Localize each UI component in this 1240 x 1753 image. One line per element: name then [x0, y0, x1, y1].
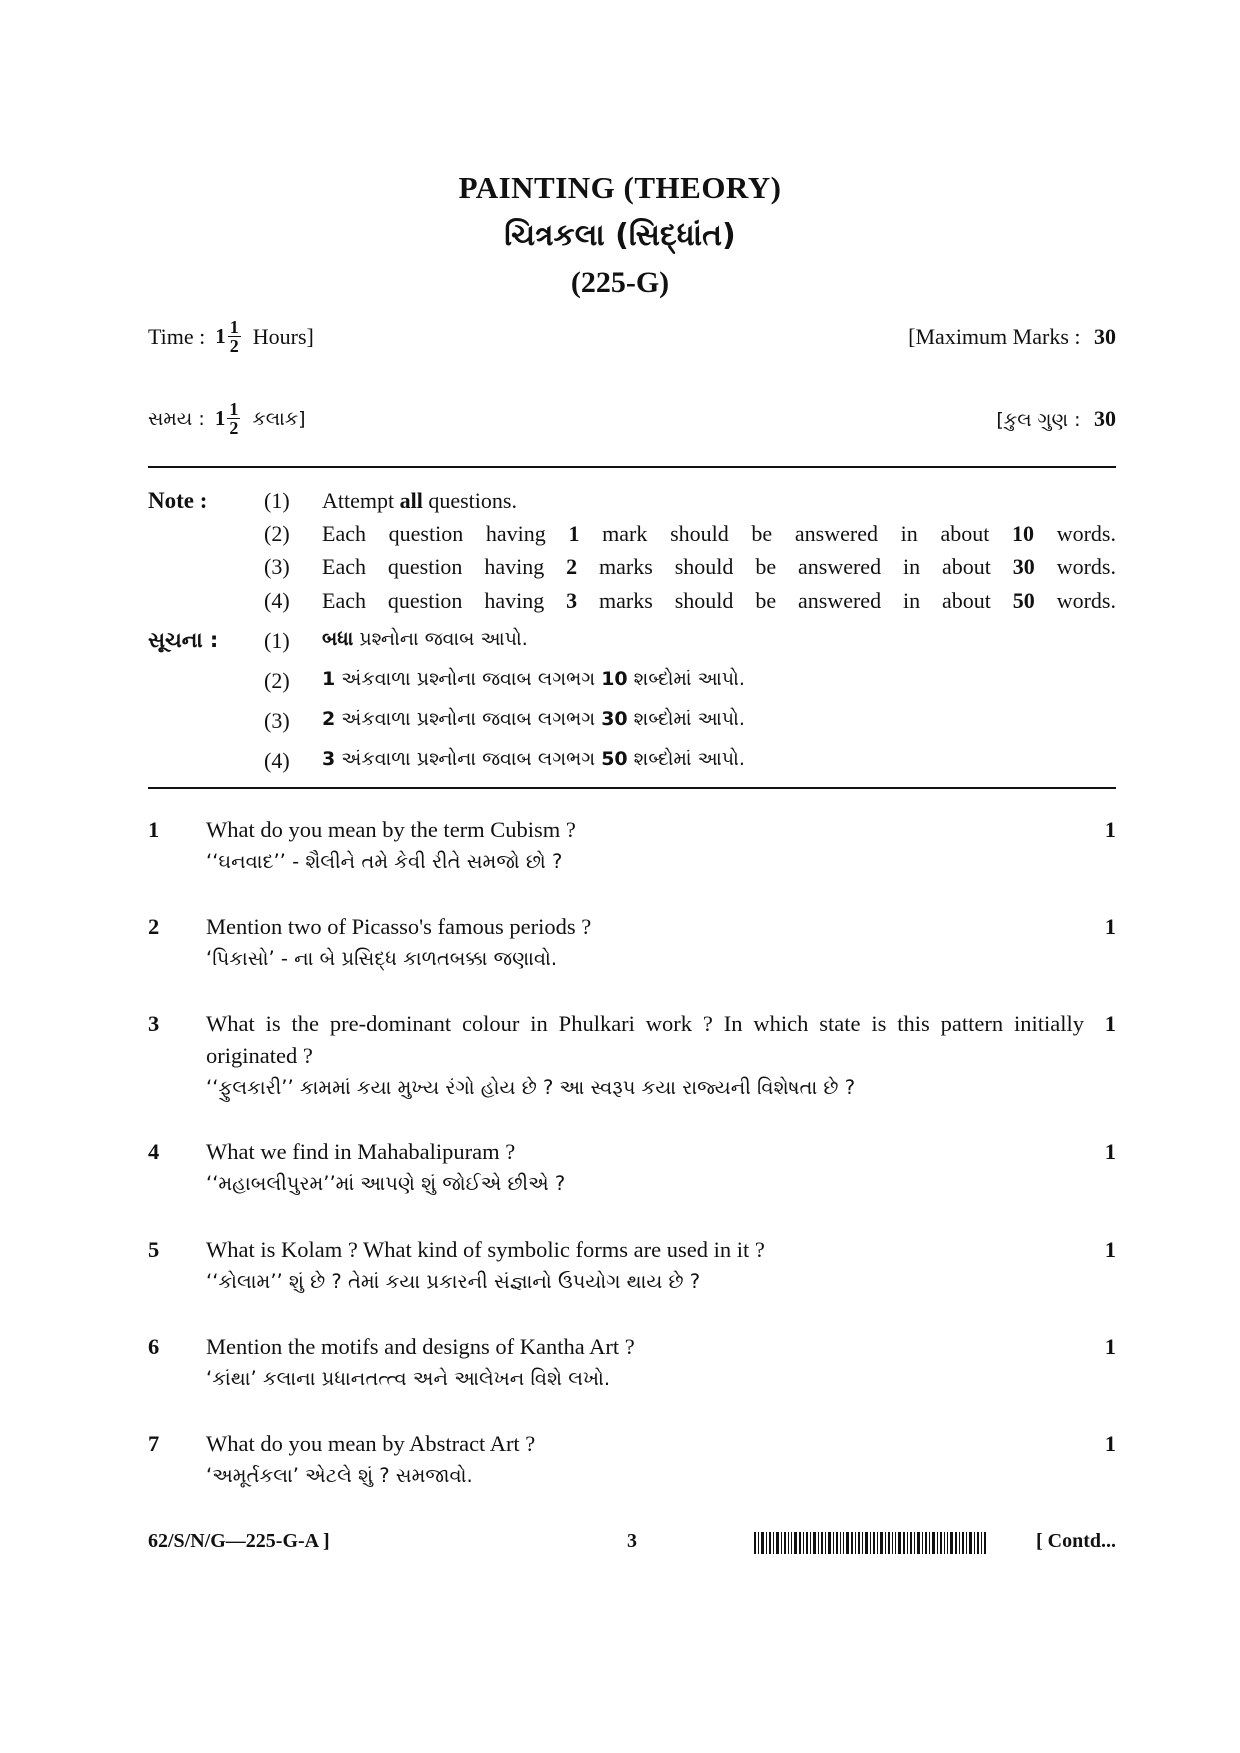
fraction-numerator: 1: [229, 317, 239, 337]
time-label-gujarati: સમય :: [148, 407, 205, 430]
note-number: (4): [264, 748, 290, 773]
time-whole-gujarati: 1: [214, 406, 226, 430]
question-marks: 1: [1104, 1334, 1116, 1359]
note-number: (4): [264, 588, 290, 613]
question-text-english: Mention two of Picasso's famous periods ?: [206, 914, 592, 939]
question-text-english: What we find in Mahabalipuram ?: [206, 1139, 516, 1164]
note-text: 3 અંકવાળા પ્રશ્નોના જવાબ લગભગ 50 શબ્દોમાં આપો.: [322, 748, 745, 770]
time-fraction: [228, 318, 241, 355]
note-number: (3): [264, 554, 290, 579]
paper-title: PAINTING (THEORY): [458, 170, 782, 205]
question-marks: 1: [1104, 817, 1116, 842]
time-unit: Hours]: [252, 323, 314, 349]
note-label-gujarati: સૂચના :: [148, 628, 219, 652]
max-marks-label: [Maximum Marks :: [908, 324, 1081, 349]
question-text-english: What is Kolam ? What kind of symbolic forms are used in it ?: [206, 1237, 765, 1262]
question-text-english: Mention the motifs and designs of Kantha Art ?: [206, 1334, 635, 1359]
divider-notes: [148, 787, 1116, 789]
fraction-denominator: 2: [229, 336, 239, 356]
question-marks: 1: [1104, 1431, 1116, 1456]
question-text-gujarati: ‘કાંથા’ કલાના પ્રધાનતત્ત્વ અને આલેખન વિશે લખો.: [206, 1367, 611, 1390]
page-footer: [148, 1530, 1116, 1560]
question-text-gujarati: ‘અમૂર્તકલા’ એટલે શું ? સમજાવો.: [206, 1464, 473, 1487]
time-info: [148, 318, 314, 355]
question-text-gujarati: ‘‘મહાબલીપુરમ’’માં આપણે શું જોઈએ છીએ ?: [206, 1172, 566, 1195]
question-number: 5: [148, 1237, 160, 1262]
question-marks: 1: [1104, 914, 1116, 939]
note-text: Attempt all questions.: [322, 488, 517, 513]
question-text-english: What do you mean by Abstract Art ?: [206, 1431, 536, 1456]
note-number: (3): [264, 708, 290, 733]
time-marks-row-gujarati: [148, 400, 1116, 440]
paper-set-code: 62/S/N/G—225-G-A ]: [148, 1530, 330, 1552]
max-marks-label-gujarati: [કુલ ગુણ :: [996, 409, 1081, 431]
note-number: (2): [264, 521, 290, 546]
divider-top: [148, 466, 1116, 468]
question-text-english: What is the pre-dominant colour in Phulkari work ? In which state is this pattern initially originated ?: [206, 1011, 1084, 1068]
max-marks-value: 30: [1094, 324, 1116, 349]
max-marks-gujarati: [996, 406, 1116, 432]
question-number: 6: [148, 1334, 160, 1359]
note-number: (1): [264, 488, 290, 513]
continued-marker: [ Contd...: [1035, 1530, 1116, 1552]
note-text: બધા પ્રશ્નોના જવાબ આપો.: [322, 628, 528, 650]
max-marks-value-gujarati: 30: [1094, 406, 1116, 431]
fraction-numerator-gujarati: 1: [229, 399, 239, 419]
note-number: (1): [264, 628, 290, 653]
paper-title-gujarati: ચિત્રકલા (સિદ્ધાંત): [504, 218, 736, 253]
question-marks: 1: [1104, 1139, 1116, 1164]
fraction-denominator-gujarati: 2: [229, 418, 239, 438]
note-label: Note :: [148, 488, 208, 513]
question-text-gujarati: ‘‘ફુલકારી’’ કામમાં કયા મુખ્ય રંગો હોય છે ? આ સ્વરૂપ કયા રાજ્યની વિશેષતા છે ?: [206, 1076, 856, 1099]
question-text-english: What do you mean by the term Cubism ?: [206, 817, 576, 842]
page-number: 3: [627, 1530, 637, 1552]
note-text: Each question having 2 marks should be answered in about 30 words.: [322, 554, 1116, 579]
note-text: 2 અંકવાળા પ્રશ્નોના જવાબ લગભગ 30 શબ્દોમાં આપો.: [322, 708, 745, 730]
time-info-gujarati: [148, 400, 306, 437]
time-label: Time :: [148, 323, 206, 349]
time-fraction-gujarati: [227, 400, 240, 437]
question-text-gujarati: ‘પિકાસો’ - ના બે પ્રસિદ્ધ કાળતબક્કા જણાવો.: [206, 947, 558, 970]
question-marks: 1: [1104, 1237, 1116, 1262]
question-marks: 1: [1104, 1011, 1116, 1036]
barcode-icon: [754, 1532, 986, 1554]
question-number: 3: [148, 1011, 160, 1036]
note-number: (2): [264, 668, 290, 693]
note-text: Each question having 1 mark should be answered in about 10 words.: [322, 521, 1116, 546]
paper-code: (225-G): [570, 266, 670, 299]
max-marks: [908, 324, 1116, 350]
question-number: 2: [148, 914, 160, 939]
time-unit-gujarati: કલાક]: [252, 407, 306, 430]
question-text-gujarati: ‘‘કોલામ’’ શું છે ? તેમાં કયા પ્રકારની સંજ્ઞાનો ઉપયોગ થાય છે ?: [206, 1270, 701, 1293]
note-text: 1 અંકવાળા પ્રશ્નોના જવાબ લગભગ 10 શબ્દોમાં આપો.: [322, 668, 745, 690]
time-whole: 1: [215, 324, 226, 348]
question-text-gujarati: ‘‘ઘનવાદ’’ - શૈલીને તમે કેવી રીતે સમજો છો ?: [206, 850, 563, 873]
note-text: Each question having 3 marks should be answered in about 50 words.: [322, 588, 1116, 613]
question-number: 4: [148, 1139, 160, 1164]
question-number: 1: [148, 817, 160, 842]
time-marks-row: [148, 318, 1116, 358]
question-number: 7: [148, 1431, 160, 1456]
